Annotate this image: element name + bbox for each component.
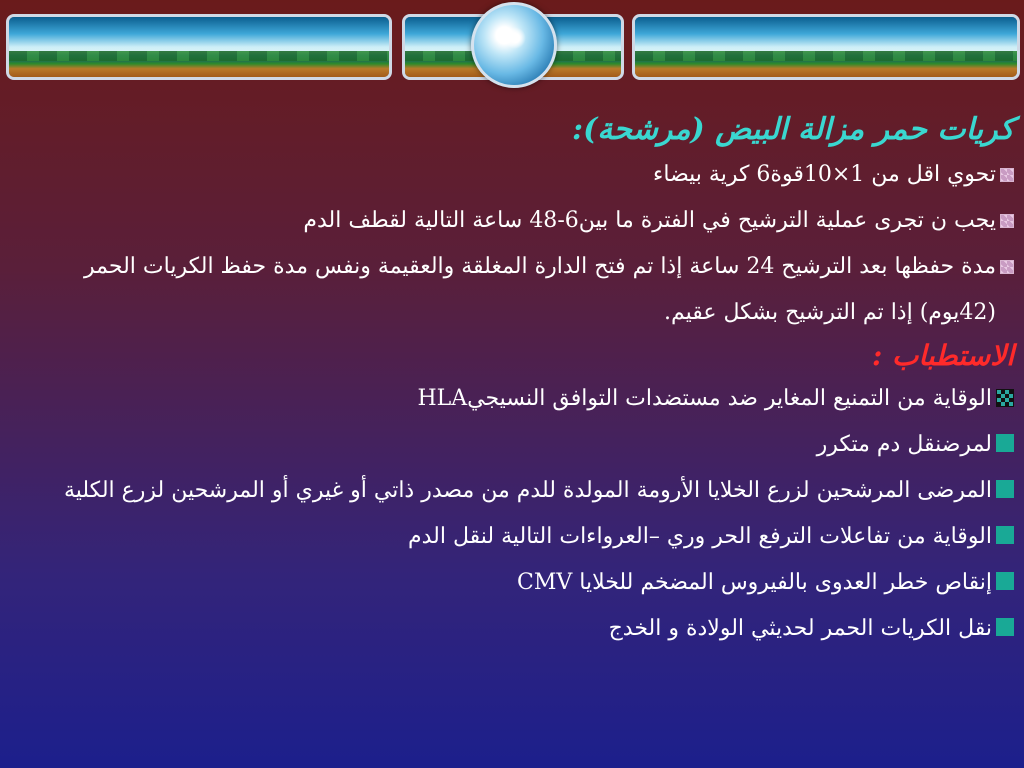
list-item xyxy=(18,468,1014,514)
list-item-text: إنقاص خطر العدوى بالفيروس المضخم للخلايا CMV xyxy=(517,570,992,595)
slide-title: كريات حمر مزالة البيض (مرشحة): xyxy=(572,112,1014,147)
section-title: الاستطباب : xyxy=(871,339,1014,372)
list-item-text: مدة حفظها بعد الترشيح 24 ساعة إذا تم فتح الدارة المغلقة والعقيمة ونفس مدة حفظ الكريات الحمر (42يوم) إذا تم الترشيح بشكل عقيم. xyxy=(84,254,996,325)
list-item xyxy=(18,514,1014,560)
list-item xyxy=(18,376,1014,422)
list-item xyxy=(18,152,1014,198)
header-banner-left xyxy=(6,14,392,80)
list-item-text: لمرضنقل دم متكرر xyxy=(816,432,992,457)
checker-bullet-icon xyxy=(996,389,1014,407)
globe-icon xyxy=(471,2,557,88)
list-item-text: نقل الكريات الحمر لحديثي الولادة و الخدج xyxy=(608,616,992,641)
list-item-text: يجب ن تجرى عملية الترشيح في الفترة ما بين6-48 ساعة التالية لقطف الدم xyxy=(303,208,996,233)
square-bullet-icon xyxy=(1000,168,1014,182)
list-item-text: المرضى المرشحين لزرع الخلايا الأرومة المولدة للدم من مصدر ذاتي أو غيري أو المرشحين لزرع الكلية xyxy=(63,478,992,503)
list-item-text: الوقاية من تفاعلات الترفع الحر وري –العرواءات التالية لنقل الدم xyxy=(407,524,992,549)
square-bullet-icon xyxy=(996,526,1014,544)
list-item xyxy=(18,244,1014,336)
slide-content xyxy=(18,100,1014,652)
square-bullet-icon xyxy=(996,434,1014,452)
list-item-text: الوقاية من التمنيع المغاير ضد مستضدات التوافق النسيجيHLA xyxy=(417,386,992,411)
list-item xyxy=(18,198,1014,244)
list-item xyxy=(18,422,1014,468)
list-item xyxy=(18,606,1014,652)
square-bullet-icon xyxy=(996,572,1014,590)
square-bullet-icon xyxy=(996,480,1014,498)
square-bullet-icon xyxy=(1000,260,1014,274)
header-banner-right xyxy=(632,14,1020,80)
list-item xyxy=(18,560,1014,606)
square-bullet-icon xyxy=(1000,214,1014,228)
list-item-text: تحوي اقل من 1×10قوة6 كرية بيضاء xyxy=(653,162,996,187)
square-bullet-icon xyxy=(996,618,1014,636)
